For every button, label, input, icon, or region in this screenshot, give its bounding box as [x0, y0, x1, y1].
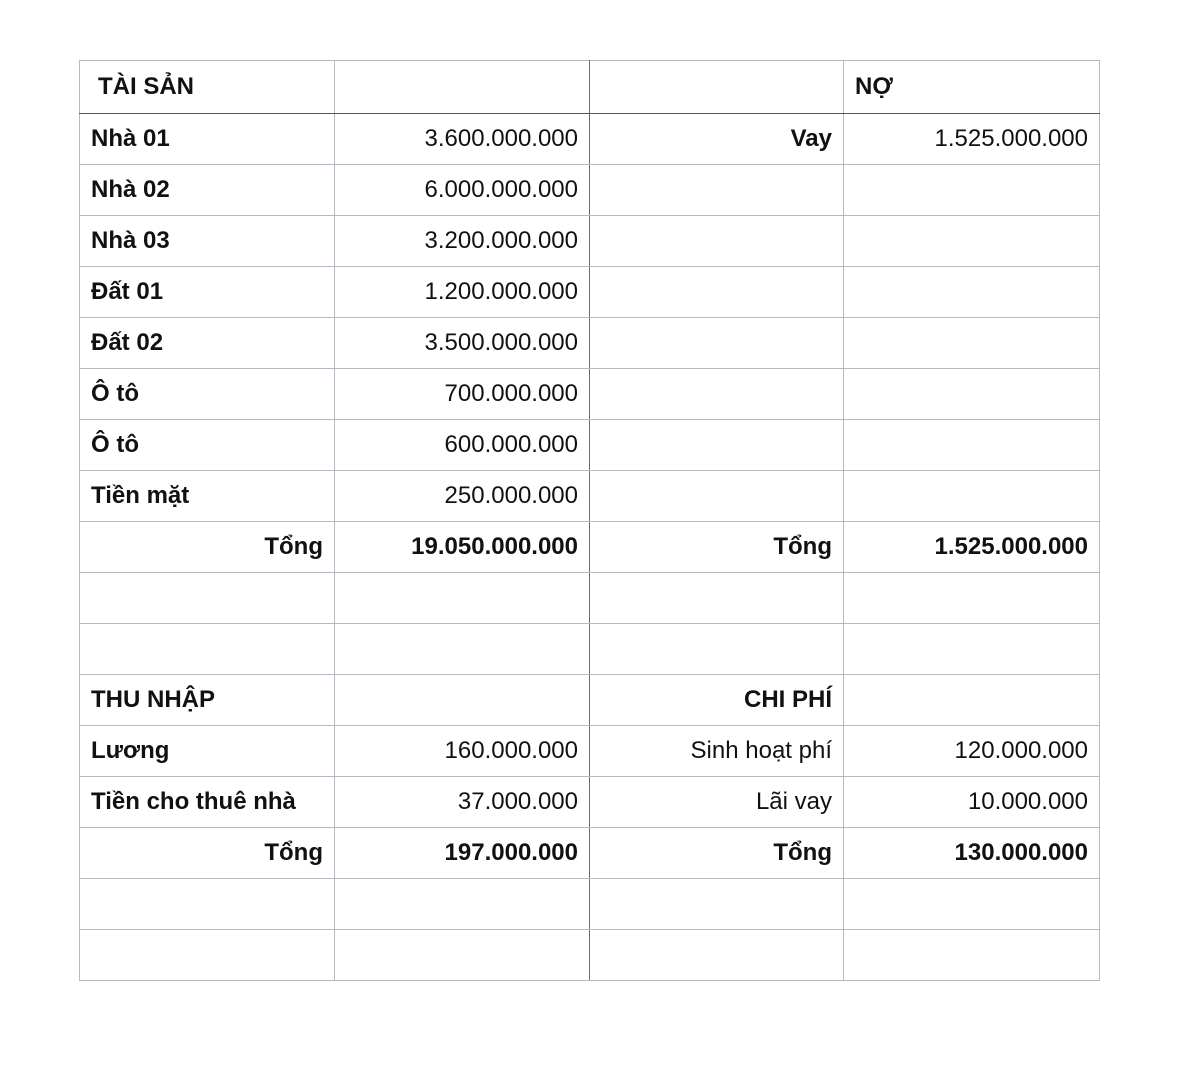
table-row [80, 216, 1100, 267]
expenses-total-label[interactable]: Tổng [590, 828, 844, 879]
asset-value[interactable]: 3.600.000.000 [335, 114, 590, 165]
empty-cell[interactable] [844, 267, 1100, 318]
income-total-value[interactable]: 197.000.000 [335, 828, 590, 879]
empty-cell[interactable] [590, 165, 844, 216]
empty-cell[interactable] [844, 471, 1100, 522]
expense-label[interactable]: Lãi vay [590, 777, 844, 828]
table-row [80, 420, 1100, 471]
empty-cell[interactable] [844, 624, 1100, 675]
empty-cell[interactable] [335, 930, 590, 981]
table-row [80, 777, 1100, 828]
asset-label[interactable]: Ô tô [80, 369, 335, 420]
table-row [80, 165, 1100, 216]
empty-cell[interactable] [590, 573, 844, 624]
table-row [80, 318, 1100, 369]
liabilities-title[interactable]: NỢ [844, 61, 1100, 114]
empty-cell[interactable] [590, 267, 844, 318]
income-value[interactable]: 37.000.000 [335, 777, 590, 828]
income-label[interactable]: Tiền cho thuê nhà [80, 777, 335, 828]
expense-label[interactable]: Sinh hoạt phí [590, 726, 844, 777]
empty-cell[interactable] [80, 930, 335, 981]
expense-value[interactable]: 120.000.000 [844, 726, 1100, 777]
empty-cell[interactable] [335, 624, 590, 675]
empty-cell[interactable] [844, 879, 1100, 930]
asset-value[interactable]: 600.000.000 [335, 420, 590, 471]
table-row [80, 573, 1100, 624]
table-row [80, 61, 1100, 114]
income-title[interactable]: THU NHẬP [80, 675, 335, 726]
table-row [80, 114, 1100, 165]
expenses-total-value[interactable]: 130.000.000 [844, 828, 1100, 879]
asset-label[interactable]: Đất 02 [80, 318, 335, 369]
asset-value[interactable]: 250.000.000 [335, 471, 590, 522]
empty-cell[interactable] [590, 420, 844, 471]
income-value[interactable]: 160.000.000 [335, 726, 590, 777]
empty-cell[interactable] [335, 61, 590, 114]
empty-cell[interactable] [844, 930, 1100, 981]
empty-cell[interactable] [844, 573, 1100, 624]
empty-cell[interactable] [844, 420, 1100, 471]
asset-value[interactable]: 3.500.000.000 [335, 318, 590, 369]
asset-value[interactable]: 700.000.000 [335, 369, 590, 420]
empty-cell[interactable] [590, 318, 844, 369]
asset-value[interactable]: 6.000.000.000 [335, 165, 590, 216]
asset-value[interactable]: 3.200.000.000 [335, 216, 590, 267]
empty-cell[interactable] [590, 216, 844, 267]
asset-label[interactable]: Ô tô [80, 420, 335, 471]
empty-cell[interactable] [590, 624, 844, 675]
empty-cell[interactable] [590, 879, 844, 930]
table-row [80, 726, 1100, 777]
asset-value[interactable]: 1.200.000.000 [335, 267, 590, 318]
asset-label[interactable]: Nhà 01 [80, 114, 335, 165]
income-label[interactable]: Lương [80, 726, 335, 777]
expense-value[interactable]: 10.000.000 [844, 777, 1100, 828]
asset-label[interactable]: Nhà 02 [80, 165, 335, 216]
table-row [80, 522, 1100, 573]
asset-label[interactable]: Nhà 03 [80, 216, 335, 267]
expenses-title[interactable]: CHI PHÍ [590, 675, 844, 726]
empty-cell[interactable] [335, 879, 590, 930]
asset-label[interactable]: Đất 01 [80, 267, 335, 318]
liabilities-total-value[interactable]: 1.525.000.000 [844, 522, 1100, 573]
table-row [80, 675, 1100, 726]
empty-cell[interactable] [844, 369, 1100, 420]
empty-cell[interactable] [844, 318, 1100, 369]
empty-cell[interactable] [844, 675, 1100, 726]
empty-cell[interactable] [590, 930, 844, 981]
table-row [80, 879, 1100, 930]
liabilities-total-label[interactable]: Tổng [590, 522, 844, 573]
asset-label[interactable]: Tiền mặt [80, 471, 335, 522]
liability-value[interactable]: 1.525.000.000 [844, 114, 1100, 165]
assets-total-value[interactable]: 19.050.000.000 [335, 522, 590, 573]
table-row [80, 828, 1100, 879]
income-total-label[interactable]: Tổng [80, 828, 335, 879]
empty-cell[interactable] [80, 879, 335, 930]
empty-cell[interactable] [590, 61, 844, 114]
empty-cell[interactable] [590, 369, 844, 420]
table-row [80, 267, 1100, 318]
empty-cell[interactable] [844, 216, 1100, 267]
assets-title[interactable]: TÀI SẢN [80, 61, 335, 114]
empty-cell[interactable] [335, 573, 590, 624]
table-row [80, 471, 1100, 522]
assets-total-label[interactable]: Tổng [80, 522, 335, 573]
table-row [80, 930, 1100, 981]
liability-label[interactable]: Vay [590, 114, 844, 165]
empty-cell[interactable] [80, 573, 335, 624]
empty-cell[interactable] [844, 165, 1100, 216]
balance-sheet-table [79, 60, 1100, 981]
table-row [80, 624, 1100, 675]
empty-cell[interactable] [80, 624, 335, 675]
empty-cell[interactable] [590, 471, 844, 522]
empty-cell[interactable] [335, 675, 590, 726]
table-row [80, 369, 1100, 420]
